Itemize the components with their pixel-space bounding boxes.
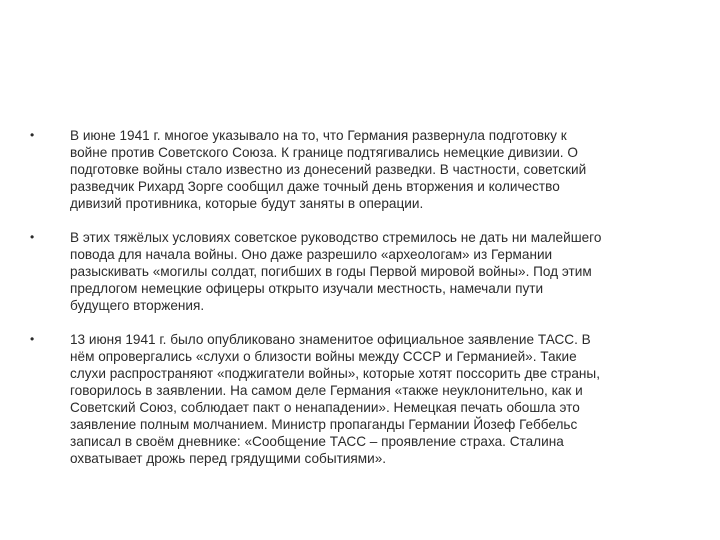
bullet-item-3 [30, 331, 690, 467]
text-line: дивизий противника, которые будут заняты в операции. [70, 196, 424, 211]
text-line: говорилось в заявлении. На самом деле Германия «также неуклонительно, как и [70, 383, 583, 398]
bullet-marker: • [30, 332, 35, 346]
bullet-text [70, 127, 690, 212]
bullet-item-1 [30, 127, 690, 212]
text-line: заявление полным молчанием. Министр пропаганды Германии Йозеф Геббельс [70, 417, 578, 432]
text-line: охватывает дрожь перед грядущими событиями». [70, 451, 387, 466]
bullet-text [70, 229, 690, 314]
bullet-text [70, 331, 690, 467]
text-line: разыскивать «могилы солдат, погибших в годы Первой мировой войны». Под этим [70, 264, 592, 279]
text-line: Советский Союз, соблюдает пакт о ненападении». Немецкая печать обошла это [70, 400, 580, 415]
text-line: слухи распространяют «поджигатели войны», которые хотят поссорить две страны, [70, 366, 600, 381]
bullet-list [30, 127, 690, 484]
text-line: нём опровергались «слухи о близости войны между СССР и Германией». Такие [70, 349, 577, 364]
text-line: В июне 1941 г. многое указывало на то, что Германия развернула подготовку к [70, 128, 567, 143]
text-line: записал в своём дневнике: «Сообщение ТАСС – проявление страха. Сталина [70, 434, 564, 449]
text-line: разведчик Рихард Зорге сообщил даже точный день вторжения и количество [70, 179, 560, 194]
bullet-marker: • [30, 230, 35, 244]
text-line: 13 июня 1941 г. было опубликовано знаменитое официальное заявление ТАСС. В [70, 332, 591, 347]
text-line: войне против Советского Союза. К границе подтягивались немецкие дивизии. О [70, 145, 578, 160]
text-line: предлогом немецкие офицеры открыто изучали местность, намечали пути [70, 281, 544, 296]
bullet-marker: • [30, 128, 35, 142]
text-line: повода для начала войны. Оно даже разрешило «археологам» из Германии [70, 247, 553, 262]
text-line: будущего вторжения. [70, 298, 205, 313]
text-line: В этих тяжёлых условиях советское руководство стремилось не дать ни малейшего [70, 230, 602, 245]
bullet-item-2 [30, 229, 690, 314]
text-line: подготовке войны стало известно из донесений разведки. В частности, советский [70, 162, 587, 177]
